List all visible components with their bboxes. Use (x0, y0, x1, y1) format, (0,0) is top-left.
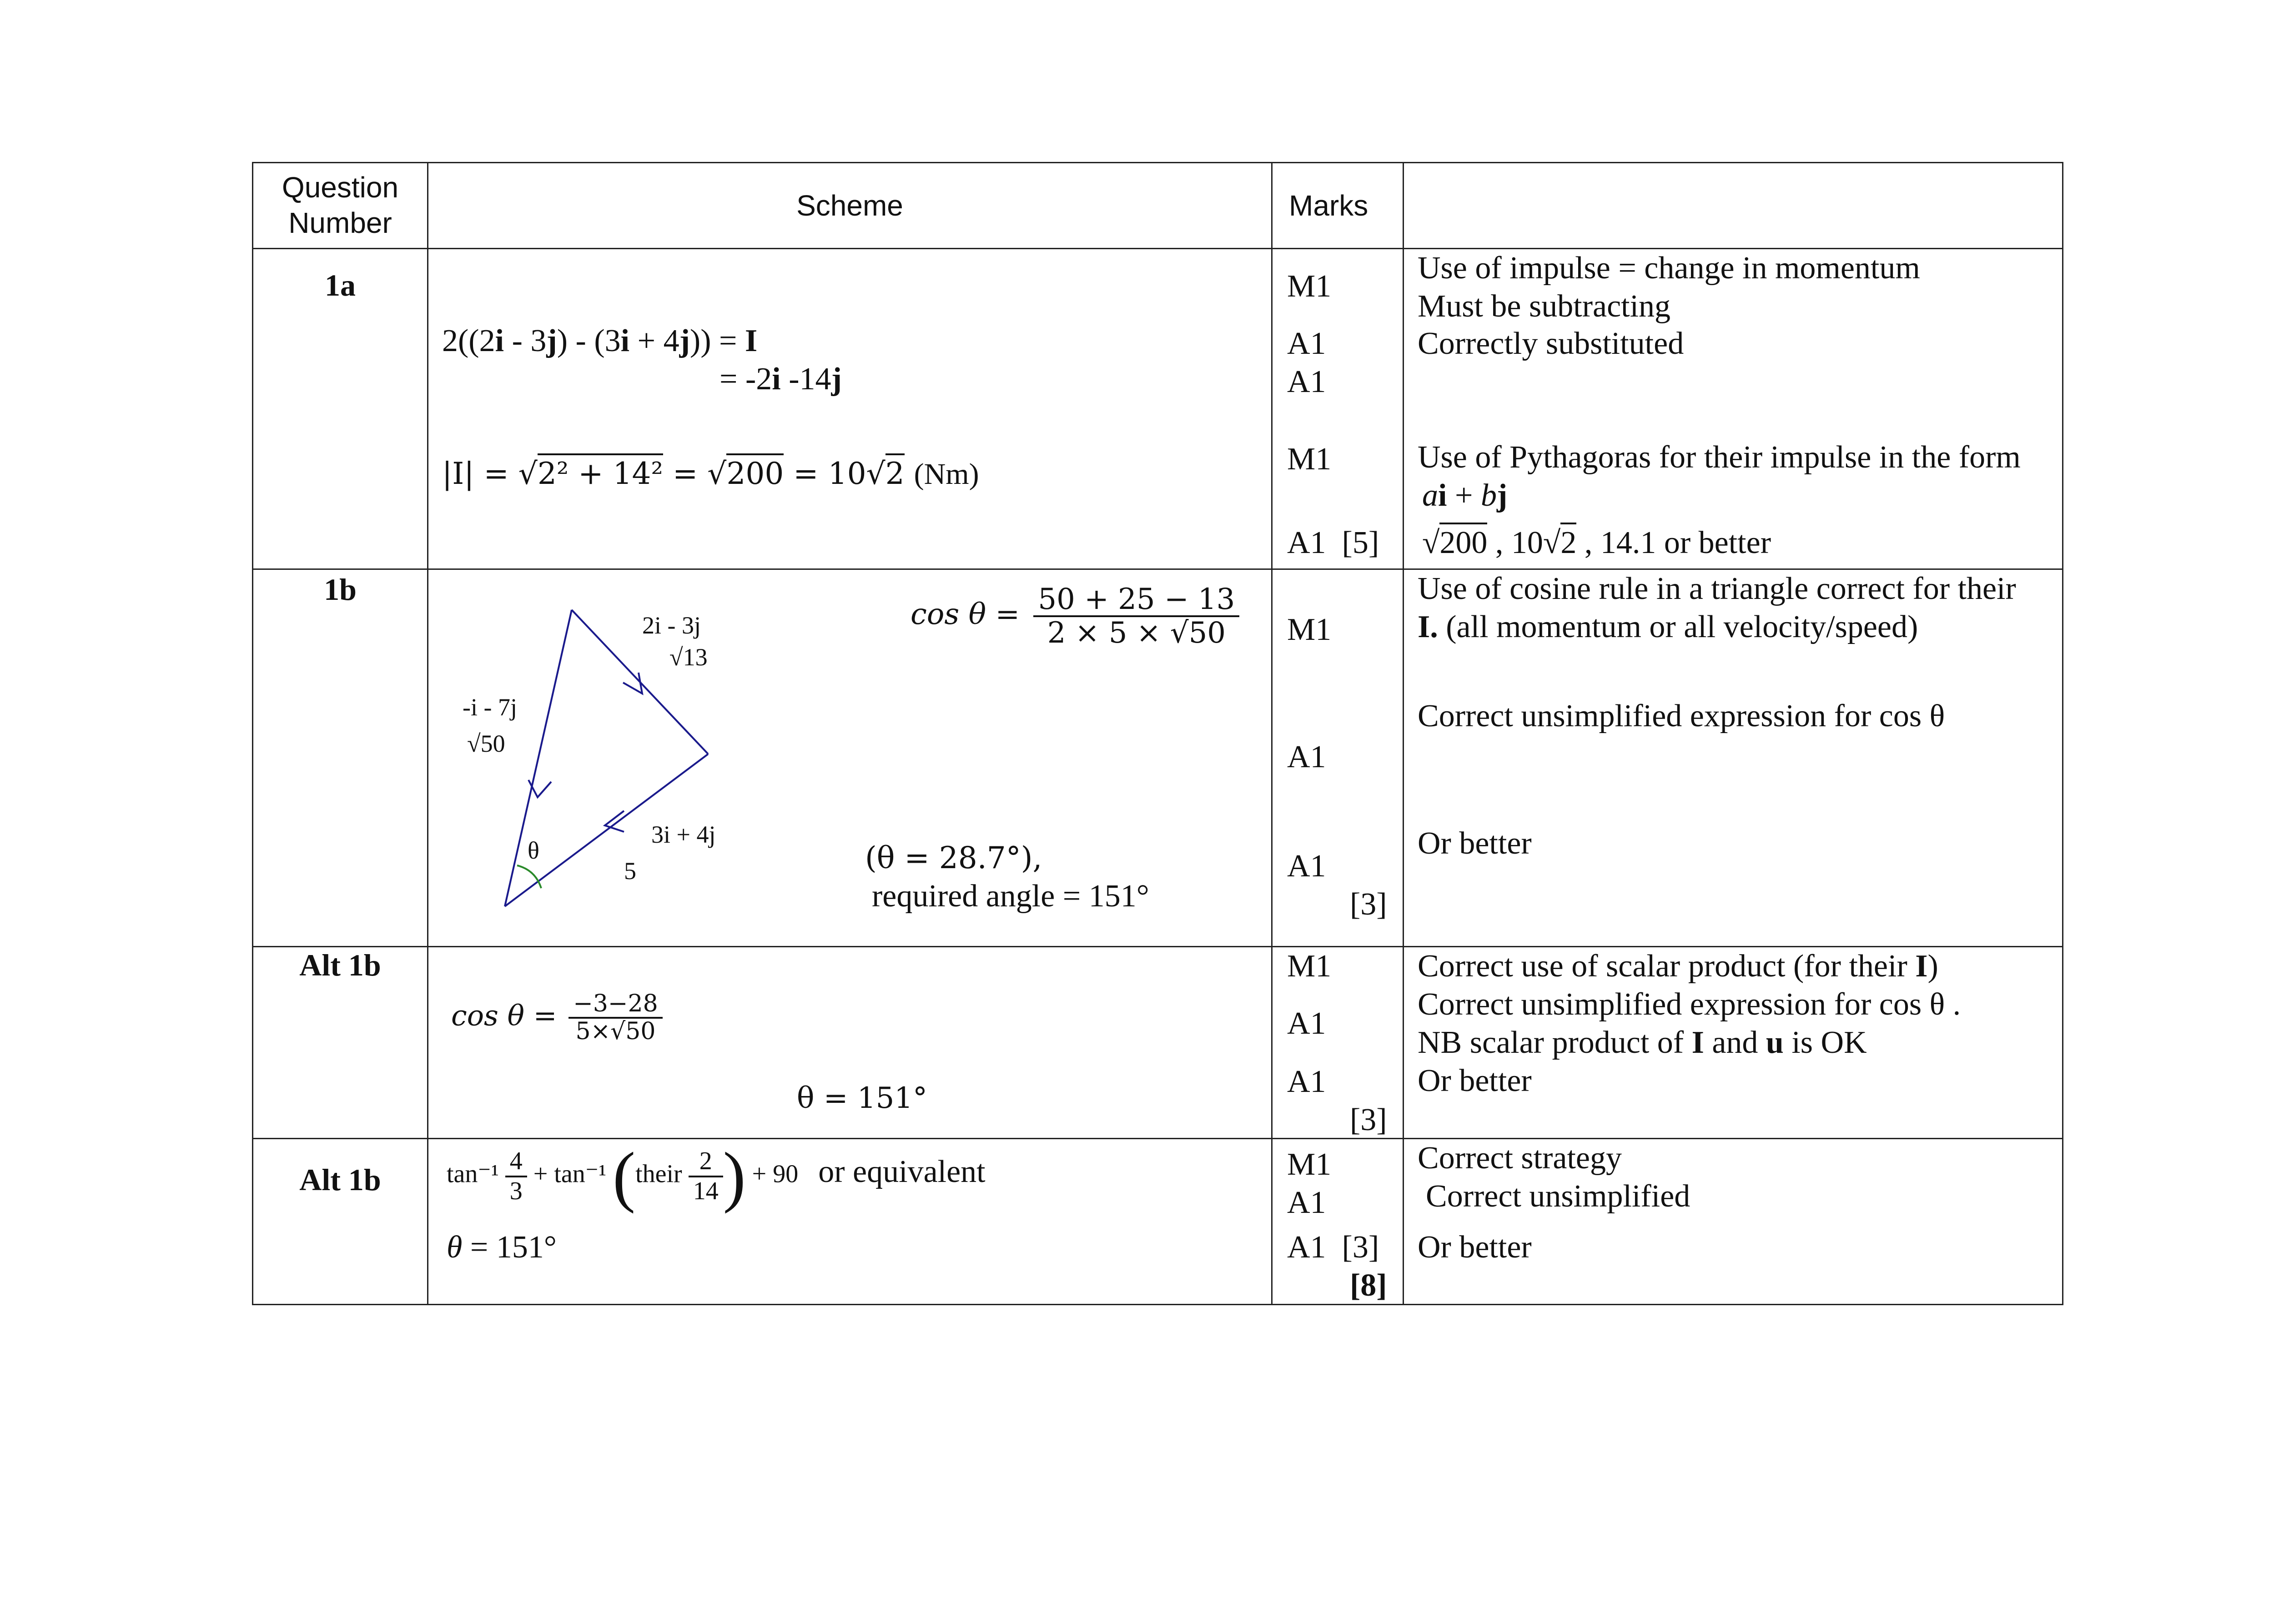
note: Correct strategy (1418, 1141, 1622, 1176)
notes-cell-1b (1404, 569, 2063, 947)
impulse-equation: 2((2i - 3j) - (3i + 4j)) = I (442, 323, 758, 358)
scheme-header (428, 163, 1272, 249)
row-alt-1b-tan (253, 1139, 2063, 1305)
scheme-cell-1b (428, 569, 1272, 947)
side-a-magnitude: √13 (669, 644, 708, 671)
notes-cell-1a (1404, 249, 2063, 569)
question-cell-alt1 (253, 947, 428, 1139)
mark: M1 (1287, 1147, 1332, 1182)
side-c-magnitude: 5 (624, 857, 636, 885)
note: Correct unsimplified expression for cos θ . (1418, 987, 1961, 1022)
mark: A1 [3] (1287, 1230, 1379, 1265)
notes-cell-alt2 (1404, 1139, 2063, 1305)
row-alt-1b-scalar (253, 947, 2063, 1139)
marks-cell-1a (1272, 249, 1404, 569)
note: Use of Pythagoras for their impulse in the form (1418, 440, 2021, 475)
arrow-icon (623, 673, 642, 694)
mark: A1 [5] (1287, 525, 1379, 560)
momentum-triangle-diagram (428, 570, 883, 943)
mark: A1 (1287, 849, 1326, 884)
mark: A1 (1287, 1006, 1326, 1041)
theta-answer: θ = 151° (797, 1081, 927, 1115)
question-label-1a: 1a (325, 268, 356, 302)
note: Use of cosine rule in a triangle correct for their (1418, 571, 2016, 606)
note: Correct use of scalar product (for their I) (1418, 949, 1938, 984)
question-cell-alt2 (253, 1139, 428, 1305)
side-b-vector: -i - 7j (463, 694, 517, 721)
question-cell-1b (253, 569, 428, 947)
note-answers: √200 , 10√2 , 14.1 or better (1422, 524, 1771, 562)
scheme-cell-1a (428, 249, 1272, 569)
mark: M1 (1287, 949, 1332, 984)
question-number-label: Question Number (282, 171, 399, 239)
note: Correct unsimplified expression for cos θ (1418, 699, 1945, 734)
cos-numerator: 50 + 25 − 13 (1033, 583, 1239, 617)
impulse-magnitude: |I| = √2² + 14² = √200 = 10√2 (Nm) (442, 455, 979, 493)
question-number-header (253, 163, 428, 249)
notes-cell-alt1 (1404, 947, 2063, 1139)
mark-grand-total: [8] (1350, 1268, 1387, 1303)
or-equivalent: or equivalent (818, 1154, 986, 1190)
frac1-denominator: 3 (509, 1177, 523, 1205)
cos-denominator: 2 × 5 × √50 (1047, 616, 1226, 650)
note: Use of impulse = change in momentum (1418, 251, 1920, 286)
plus-tan-inverse: + tan⁻¹ (533, 1160, 607, 1188)
cosine-rule (911, 583, 1239, 649)
required-angle: required angle = 151° (872, 879, 1149, 914)
impulse-result: = -2i -14j (719, 362, 842, 397)
marks-cell-alt2 (1272, 1139, 1404, 1305)
mark: A1 (1287, 739, 1326, 774)
frac1-numerator: 4 (505, 1147, 527, 1177)
side-a-vector: 2i - 3j (642, 612, 701, 639)
note-form: ai + bj (1422, 478, 1508, 513)
note: NB scalar product of I and u is OK (1418, 1025, 1867, 1060)
note: Or better (1418, 1230, 1532, 1265)
note: Or better (1418, 1063, 1532, 1098)
cos-lhs: cos θ = (911, 597, 1020, 631)
question-label-1b: 1b (324, 572, 357, 607)
marks-label: Marks (1289, 189, 1368, 222)
note: Must be subtracting (1418, 289, 1671, 324)
header-row (253, 163, 2063, 249)
question-label-alt1: Alt 1b (299, 948, 381, 982)
plus-ninety: + 90 (752, 1160, 799, 1188)
note: Or better (1418, 826, 1532, 861)
their-label: their (635, 1160, 682, 1188)
mark-total: [3] (1350, 887, 1387, 922)
scheme-label: Scheme (796, 189, 903, 222)
mark: A1 (1287, 364, 1326, 399)
note: Correctly substituted (1418, 326, 1684, 361)
marks-cell-alt1 (1272, 947, 1404, 1139)
theta-value: (θ = 28.7°), (865, 840, 1042, 875)
frac2-denominator: 14 (693, 1177, 719, 1205)
marks-header (1272, 163, 1404, 249)
mark: M1 (1287, 269, 1332, 304)
side-b-magnitude: √50 (467, 730, 505, 757)
note: I. (all momentum or all velocity/speed) (1418, 609, 1918, 644)
mark-total: [3] (1350, 1102, 1387, 1137)
scalar-product-cos (451, 991, 663, 1045)
angle-label: θ (528, 837, 539, 864)
mark: A1 (1287, 1064, 1326, 1099)
question-label-alt2: Alt 1b (299, 1162, 381, 1197)
notes-header (1404, 163, 2063, 249)
side-c-vector: 3i + 4j (651, 821, 716, 848)
scheme-cell-alt2 (428, 1139, 1272, 1305)
cos-denominator: 5×√50 (575, 1018, 656, 1046)
tan-expression: tan⁻¹ $\frac{4}{3}$ + tan⁻¹ (their $\frac{2}{14}$ ) + 90 or equivalent (447, 1138, 986, 1214)
scheme-cell-alt1 (428, 947, 1272, 1139)
angle-arc-icon (517, 865, 541, 888)
mark: A1 (1287, 326, 1326, 361)
marks-cell-1b (1272, 569, 1404, 947)
frac2-numerator: 2 (689, 1147, 723, 1177)
cos-lhs: cos θ = (451, 999, 557, 1032)
question-cell-1a (253, 249, 428, 569)
tan-inverse: tan⁻¹ (447, 1160, 499, 1188)
mark: M1 (1287, 442, 1332, 477)
row-1b (253, 569, 2063, 947)
row-1a (253, 249, 2063, 569)
mark: A1 (1287, 1185, 1326, 1220)
mark-scheme-table (252, 162, 2063, 1305)
theta-answer: θ = 151° (447, 1230, 557, 1265)
note: Correct unsimplified (1426, 1179, 1690, 1214)
cos-numerator: −3−28 (568, 991, 662, 1019)
mark: M1 (1287, 612, 1332, 647)
